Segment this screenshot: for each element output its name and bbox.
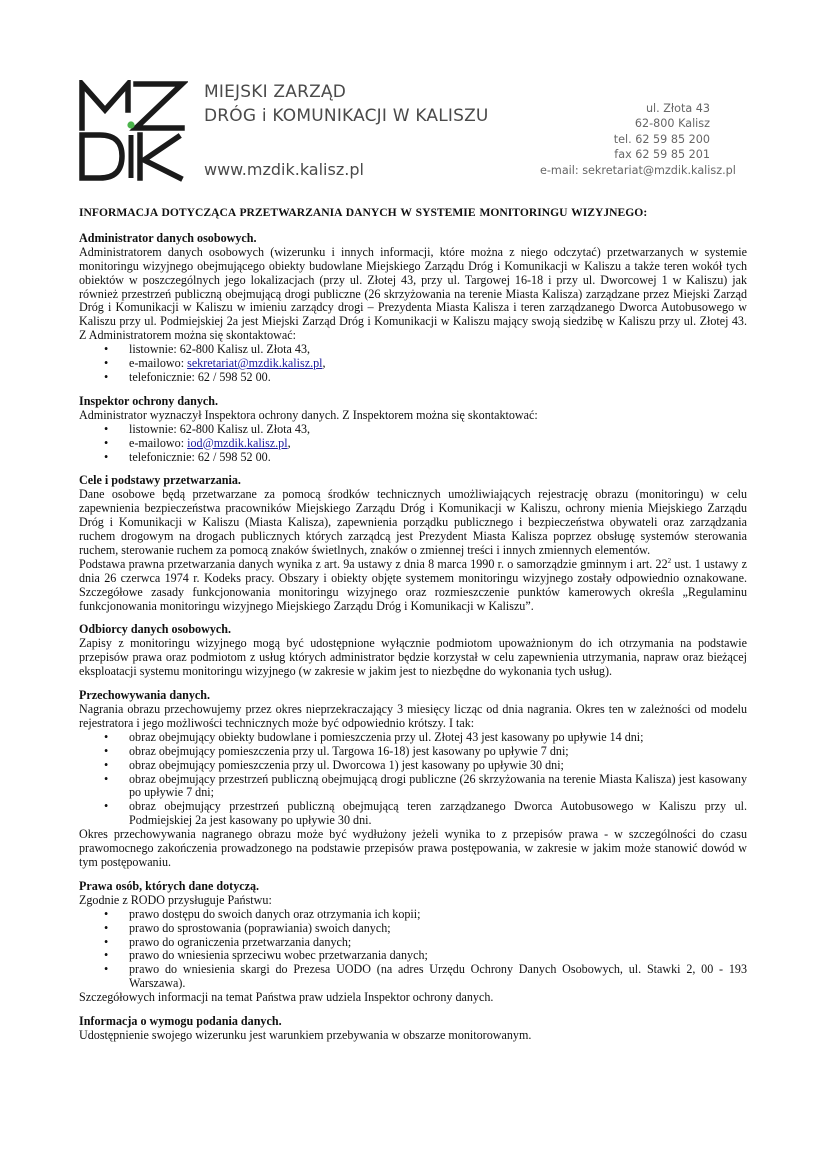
section-text: Szczegółowych informacji na temat Państwa praw udziela Inspektor ochrony danych. xyxy=(79,990,494,1005)
list-item: • listownie: 62-800 Kalisz ul. Złota 43, xyxy=(104,342,311,357)
section-text: Zgodnie z RODO przysługuje Państwu: xyxy=(79,892,272,907)
section-text: Dane osobowe będą przetwarzane za pomocą środków technicznych umożliwiających rejestrację obrazu (monitoringu) w celu zapewnienia bezpieczeństwa pracowników Miejskiego Zarządu Dróg i Komunikacji w Kaliszu, ochrony mienia Miejskiego Zarządu Dróg i Komunikacji w Kaliszu (Miasta Kalisza), zapewnienia porządku publicznego i bezpieczeństwa obywateli oraz zarządzania ruchem drogowym na drogach publicznych których zarządcą jest Prezydent Miasta Kalisza poprzez obsługę systemów sterowania ruchem, sterowanie ruchem za pomocą znaków świetlnych, znaków o zmiennej treści i innych zmiennych elementów. xyxy=(79,487,747,557)
section-heading: Odbiorcy danych osobowych. xyxy=(79,622,231,637)
mzdik-logo xyxy=(78,80,188,182)
list-item: • prawo do wniesienia skargi do Prezesa UODO (na adres Urzędu Ochrony Danych Osobowych, ul. Stawki 2, 00 - 193 Warszawa). xyxy=(104,962,747,991)
section-rights xyxy=(79,880,747,1005)
list-item: • prawo do wniesienia sprzeciwu wobec przetwarzania danych; xyxy=(104,948,428,963)
section-text: Okres przechowywania nagranego obrazu może być wydłużony jeżeli wynika to z przepisów prawa - w szczególności do czasu prawomocnego zakończenia prowadzonego na podstawie przepisów prawa postępowania, w zakresie w jakim może stanowić dowód w tym postępowaniu. xyxy=(79,827,747,869)
section-text: Administrator wyznaczył Inspektora ochrony danych. Z Inspektorem można się skontaktować: xyxy=(79,407,538,422)
list-item: • telefonicznie: 62 / 598 52 00. xyxy=(104,369,271,384)
organization-name xyxy=(204,80,489,128)
section-heading: Administrator danych osobowych. xyxy=(79,230,257,245)
section-heading: Inspektor ochrony danych. xyxy=(79,393,219,408)
list-item: • telefonicznie: 62 / 598 52 00. xyxy=(104,449,271,464)
document-body xyxy=(79,206,747,1053)
section-heading: Prawa osób, których dane dotyczą. xyxy=(79,878,260,893)
section-heading: Przechowywania danych. xyxy=(79,688,211,703)
website-url[interactable]: www.mzdik.kalisz.pl xyxy=(204,160,364,179)
list-item: • e-mailowo: sekretariat@mzdik.kalisz.pl, xyxy=(104,356,326,371)
list-item: • obraz obejmujący pomieszczenia przy ul. Targowa 16-18) jest kasowany po upływie 7 dni; xyxy=(104,743,569,758)
contact-address: ul. Złota 43 xyxy=(645,102,710,115)
contact-list xyxy=(79,343,747,385)
section-goals xyxy=(79,474,747,613)
section-text: Udostępnienie swojego wizerunku jest warunkiem przebywania w obszarze monitorowanym. xyxy=(79,1027,532,1042)
section-administrator xyxy=(79,232,747,385)
list-item: • listownie: 62-800 Kalisz ul. Złota 43, xyxy=(104,421,311,436)
section-text: Nagrania obrazu przechowujemy przez okres nieprzekraczający 3 miesięcy licząc od dnia nagrania. Okres ten w zależności od modelu rejestratora i jego możliwości technicznych może być odpowiednio krótszy. I tak: xyxy=(79,702,747,730)
section-inspector xyxy=(79,395,747,465)
contact-city: 62-800 Kalisz xyxy=(634,117,710,131)
contact-block xyxy=(540,101,736,178)
org-name-line1: MIEJSKI ZARZĄD xyxy=(204,82,347,102)
section-storage xyxy=(79,689,747,870)
contact-list xyxy=(79,423,747,465)
document-title: INFORMACJA DOTYCZĄCA PRZETWARZANIA DANYCH W SYSTEMIE MONITORINGU WIZYJNEGO: xyxy=(79,206,648,219)
list-item: • e-mailowo: iod@mzdik.kalisz.pl, xyxy=(104,435,291,450)
section-requirement xyxy=(79,1015,747,1043)
section-text: Administratorem danych osobowych (wizerunku i innych informacji, które można z niego odczytać) przetwarzanych w systemie monitoringu wizyjnego obejmującego obiekty budowlane Miejskiego Zarządu Dróg i Komunikacji w Kaliszu a także teren wokół tych obiektów w poszczególnych jego lokalizacjach (przy ul. Złotej 43, przy ul. Targowej 16-18 i przy ul. Dworcowej 1 w Kaliszu) jak również przestrzeń publiczną obejmującą drogi publiczne (26 skrzyżowania na terenie Miasta Kalisza) zarządzane przez Miejski Zarząd Dróg i Komunikacji w Kaliszu w imieniu zarządcy drogi – Prezydenta Miasta Kalisza i teren zarządzanego Dworca Autobusowego w Kaliszu przy ul. Podmiejskiej 2a jest Miejski Zarząd Dróg i Komunikacji w Kaliszu mający swoją siedzibę w Kaliszu przy ul. Złotej 43. Z Administratorem można się skontaktować: xyxy=(79,244,747,343)
legal-basis-text: Podstawa prawna przetwarzania danych wynika z art. 9a ustawy z dnia 8 marca 1990 r. o samorządzie gminnym i art. $22^2$ ust. 1 ustawy z dnia 26 czerwca 1974 r. Kodeks pracy. Obszary i obiekty objęte systemem monitoringu wizyjnego zostały odpowiednio oznakowane. Szczegółowe zasady funkcjonowania monitoringu wizyjnego oraz rozmieszczenie punktów kamerowych określa „Regulaminu funkcjonowania monitoringu wizyjnego Miejskiego Zarządu Dróg i Komunikacji w Kaliszu”. xyxy=(79,556,747,613)
admin-email-link[interactable]: sekretariat@mzdik.kalisz.pl xyxy=(187,356,323,371)
rights-list xyxy=(79,908,747,991)
list-item: • obraz obejmujący przestrzeń publiczną obejmującą drogi publiczne (26 skrzyżowania na terenie Miasta Kalisza) jest kasowany po upływie 7 dni; xyxy=(104,771,747,800)
list-item: • obraz obejmujący przestrzeń publiczną obejmującą teren zarządzanego Dworca Autobusowego w Kaliszu przy ul. Podmiejskiej 2a jest kasowany po upływie 30 dni. xyxy=(104,799,747,828)
list-item: • obraz obejmujący obiekty budowlane i pomieszczenia przy ul. Złotej 43 jest kasowany po upływie 14 dni; xyxy=(104,729,644,744)
list-item: • prawo dostępu do swoich danych oraz otrzymania ich kopii; xyxy=(104,906,421,921)
contact-email: e-mail: sekretariat@mzdik.kalisz.pl xyxy=(540,163,736,177)
org-name-line2: DRÓG i KOMUNIKACJI W KALISZU xyxy=(204,106,489,126)
list-item: • prawo do ograniczenia przetwarzania danych; xyxy=(104,934,352,949)
iod-email-link[interactable]: iod@mzdik.kalisz.pl xyxy=(187,435,288,450)
list-item: • obraz obejmujący pomieszczenia przy ul. Dworcowa 1) jest kasowany po upływie 30 dni; xyxy=(104,757,564,772)
retention-list xyxy=(79,731,747,828)
contact-fax: fax 62 59 85 201 xyxy=(614,148,710,162)
list-item: • prawo do sprostowania (poprawiania) swoich danych; xyxy=(104,920,391,935)
section-text: Zapisy z monitoringu wizyjnego mogą być udostępnione wyłącznie podmiotom upoważnionym do ich otrzymania na podstawie przepisów prawa oraz podmiotom z usług których administrator będzie korzystał w celu zapewnienia utrzymania, napraw oraz bieżącej eksploatacji systemu monitoringu wizyjnego (w zakresie w jakim jest to niezbędne do wykonania tych usług). xyxy=(79,636,747,679)
section-recipients xyxy=(79,623,747,679)
section-heading: Informacja o wymogu podania danych. xyxy=(79,1014,282,1029)
contact-phone: tel. 62 59 85 200 xyxy=(613,132,710,146)
section-heading: Cele i podstawy przetwarzania. xyxy=(79,473,241,488)
